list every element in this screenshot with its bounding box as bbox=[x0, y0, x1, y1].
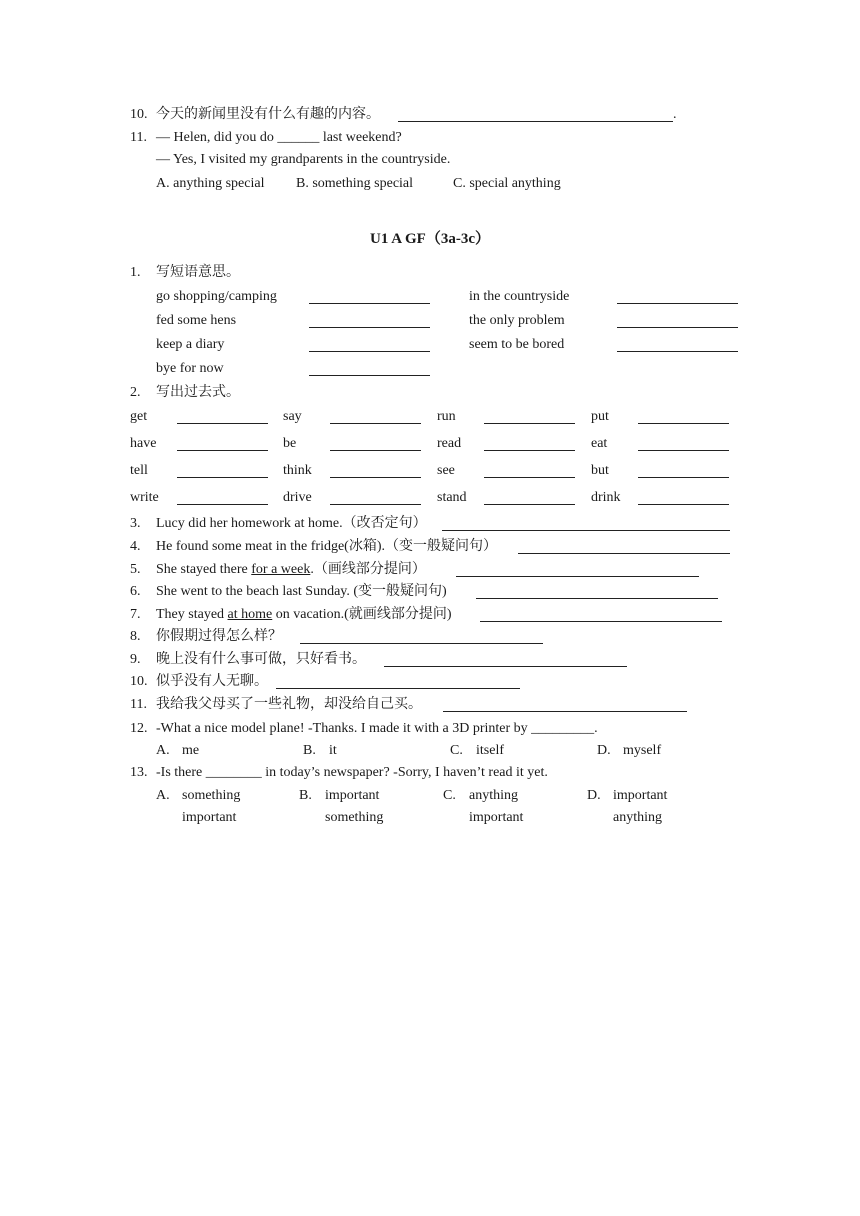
verb: drive bbox=[283, 490, 312, 505]
option-letter[interactable]: D. bbox=[597, 743, 611, 758]
verb: read bbox=[437, 436, 462, 451]
option-text[interactable]: it bbox=[329, 743, 337, 758]
verb: drink bbox=[591, 490, 621, 505]
answer-blank[interactable] bbox=[638, 504, 729, 505]
question-number: 3. bbox=[130, 516, 141, 531]
question-number: 4. bbox=[130, 539, 141, 554]
question-text: -What a nice model plane! -Thanks. I made it with a 3D printer by _________. bbox=[156, 721, 598, 736]
answer-blank[interactable] bbox=[617, 351, 738, 352]
question-text: 你假期过得怎么样？ bbox=[156, 629, 282, 644]
text-pre: They stayed bbox=[156, 607, 228, 622]
question-number: 6. bbox=[130, 584, 141, 599]
option-text[interactable]: important bbox=[469, 810, 524, 825]
question-number: 10. bbox=[130, 674, 148, 689]
answer-blank[interactable] bbox=[476, 598, 718, 599]
answer-blank[interactable] bbox=[638, 423, 729, 424]
answer-blank[interactable] bbox=[330, 477, 421, 478]
verb: be bbox=[283, 436, 297, 451]
question-number: 10. bbox=[130, 107, 148, 122]
section-title: U1 A GF（3a-3c） bbox=[370, 231, 490, 247]
answer-blank[interactable] bbox=[480, 621, 722, 622]
question-text: Lucy did her homework at home.（改否定句） bbox=[156, 516, 427, 531]
verb: have bbox=[130, 436, 157, 451]
question-number: 5. bbox=[130, 562, 141, 577]
answer-blank[interactable] bbox=[484, 423, 575, 424]
option-text[interactable]: myself bbox=[623, 743, 662, 758]
answer-blank[interactable] bbox=[456, 576, 699, 577]
option-text[interactable]: anything bbox=[469, 788, 518, 803]
verb: run bbox=[437, 409, 456, 424]
option-letter[interactable]: B. bbox=[303, 743, 316, 758]
verb: think bbox=[283, 463, 312, 478]
option-letter[interactable]: A. bbox=[156, 788, 170, 803]
option-a[interactable]: A. anything special bbox=[156, 176, 265, 191]
answer-blank[interactable] bbox=[442, 530, 730, 531]
verb: write bbox=[130, 490, 159, 505]
dialogue-line: — Helen, did you do ______ last weekend? bbox=[156, 130, 402, 145]
question-number: 9. bbox=[130, 652, 141, 667]
answer-blank[interactable] bbox=[309, 327, 430, 328]
verb: eat bbox=[591, 436, 608, 451]
question-number: 2. bbox=[130, 385, 141, 400]
text-post: .（画线部分提问） bbox=[310, 562, 426, 577]
text-post: on vacation.(就画线部分提问) bbox=[272, 607, 452, 622]
phrase: go shopping/camping bbox=[156, 289, 277, 304]
option-text[interactable]: important bbox=[613, 788, 668, 803]
underlined-phrase: for a week bbox=[251, 562, 311, 577]
answer-blank[interactable] bbox=[384, 666, 627, 667]
verb: put bbox=[591, 409, 609, 424]
question-text: 我给我父母买了一些礼物，却没给自己买。 bbox=[156, 697, 422, 712]
option-letter[interactable]: A. bbox=[156, 743, 170, 758]
option-text[interactable]: important bbox=[182, 810, 237, 825]
option-letter[interactable]: B. bbox=[299, 788, 312, 803]
answer-blank[interactable] bbox=[484, 504, 575, 505]
answer-blank[interactable] bbox=[276, 688, 520, 689]
option-text[interactable]: important bbox=[325, 788, 380, 803]
part-heading: 写出过去式。 bbox=[156, 385, 240, 400]
verb: stand bbox=[437, 490, 467, 505]
answer-blank[interactable] bbox=[518, 553, 730, 554]
question-number: 11. bbox=[130, 697, 147, 712]
answer-blank[interactable] bbox=[300, 643, 543, 644]
verb: get bbox=[130, 409, 148, 424]
answer-blank[interactable] bbox=[484, 450, 575, 451]
option-letter[interactable]: D. bbox=[587, 788, 601, 803]
answer-blank[interactable] bbox=[484, 477, 575, 478]
phrase: seem to be bored bbox=[469, 337, 565, 352]
answer-blank[interactable] bbox=[177, 423, 268, 424]
option-text[interactable]: me bbox=[182, 743, 200, 758]
answer-blank[interactable] bbox=[330, 504, 421, 505]
option-b[interactable]: B. something special bbox=[296, 176, 414, 191]
question-text bbox=[156, 606, 452, 624]
option-c[interactable]: C. special anything bbox=[453, 176, 561, 191]
question-text: He found some meat in the fridge(冰箱).（变一般疑问句） bbox=[156, 539, 497, 554]
phrase: in the countryside bbox=[469, 289, 570, 304]
question-end: . bbox=[673, 107, 677, 122]
phrase: bye for now bbox=[156, 361, 224, 376]
answer-blank[interactable] bbox=[177, 477, 268, 478]
question-text: 似乎没有人无聊。 bbox=[156, 674, 268, 689]
verb: see bbox=[437, 463, 455, 478]
answer-blank[interactable] bbox=[177, 450, 268, 451]
verb: but bbox=[591, 463, 609, 478]
question-number: 7. bbox=[130, 607, 141, 622]
question-number: 12. bbox=[130, 721, 148, 736]
question-text: 今天的新闻里没有什么有趣的内容。 bbox=[156, 107, 380, 122]
answer-blank[interactable] bbox=[330, 423, 421, 424]
question-number: 1. bbox=[130, 265, 141, 280]
question-number: 8. bbox=[130, 629, 141, 644]
text-pre: She stayed there bbox=[156, 562, 252, 577]
verb: say bbox=[283, 409, 302, 424]
option-letter[interactable]: C. bbox=[450, 743, 463, 758]
answer-blank[interactable] bbox=[309, 375, 430, 376]
answer-blank[interactable] bbox=[309, 303, 430, 304]
verb: tell bbox=[130, 463, 148, 478]
question-text: -Is there ________ in today’s newspaper? -Sorry, I haven’t read it yet. bbox=[156, 765, 548, 780]
answer-blank[interactable] bbox=[309, 351, 430, 352]
underlined-phrase: at home bbox=[227, 607, 273, 622]
option-letter[interactable]: C. bbox=[443, 788, 456, 803]
answer-blank[interactable] bbox=[617, 327, 738, 328]
answer-blank[interactable] bbox=[330, 450, 421, 451]
part-heading: 写短语意思。 bbox=[156, 265, 240, 280]
option-text[interactable]: something bbox=[182, 788, 241, 803]
option-text[interactable]: itself bbox=[476, 743, 504, 758]
dialogue-line: — Yes, I visited my grandparents in the countryside. bbox=[156, 152, 451, 167]
phrase: keep a diary bbox=[156, 337, 225, 352]
question-text: She went to the beach last Sunday. (变一般疑问句) bbox=[156, 584, 447, 599]
answer-blank[interactable] bbox=[638, 477, 729, 478]
phrase: the only problem bbox=[469, 313, 565, 328]
option-text[interactable]: anything bbox=[613, 810, 662, 825]
option-text[interactable]: something bbox=[325, 810, 384, 825]
answer-blank[interactable] bbox=[398, 121, 673, 122]
question-text bbox=[156, 561, 426, 579]
answer-blank[interactable] bbox=[638, 450, 729, 451]
phrase: fed some hens bbox=[156, 313, 237, 328]
answer-blank[interactable] bbox=[177, 504, 268, 505]
answer-blank[interactable] bbox=[617, 303, 738, 304]
question-number: 11. bbox=[130, 130, 147, 145]
answer-blank[interactable] bbox=[443, 711, 687, 712]
question-number: 13. bbox=[130, 765, 148, 780]
question-text: 晚上没有什么事可做，只好看书。 bbox=[156, 652, 366, 667]
